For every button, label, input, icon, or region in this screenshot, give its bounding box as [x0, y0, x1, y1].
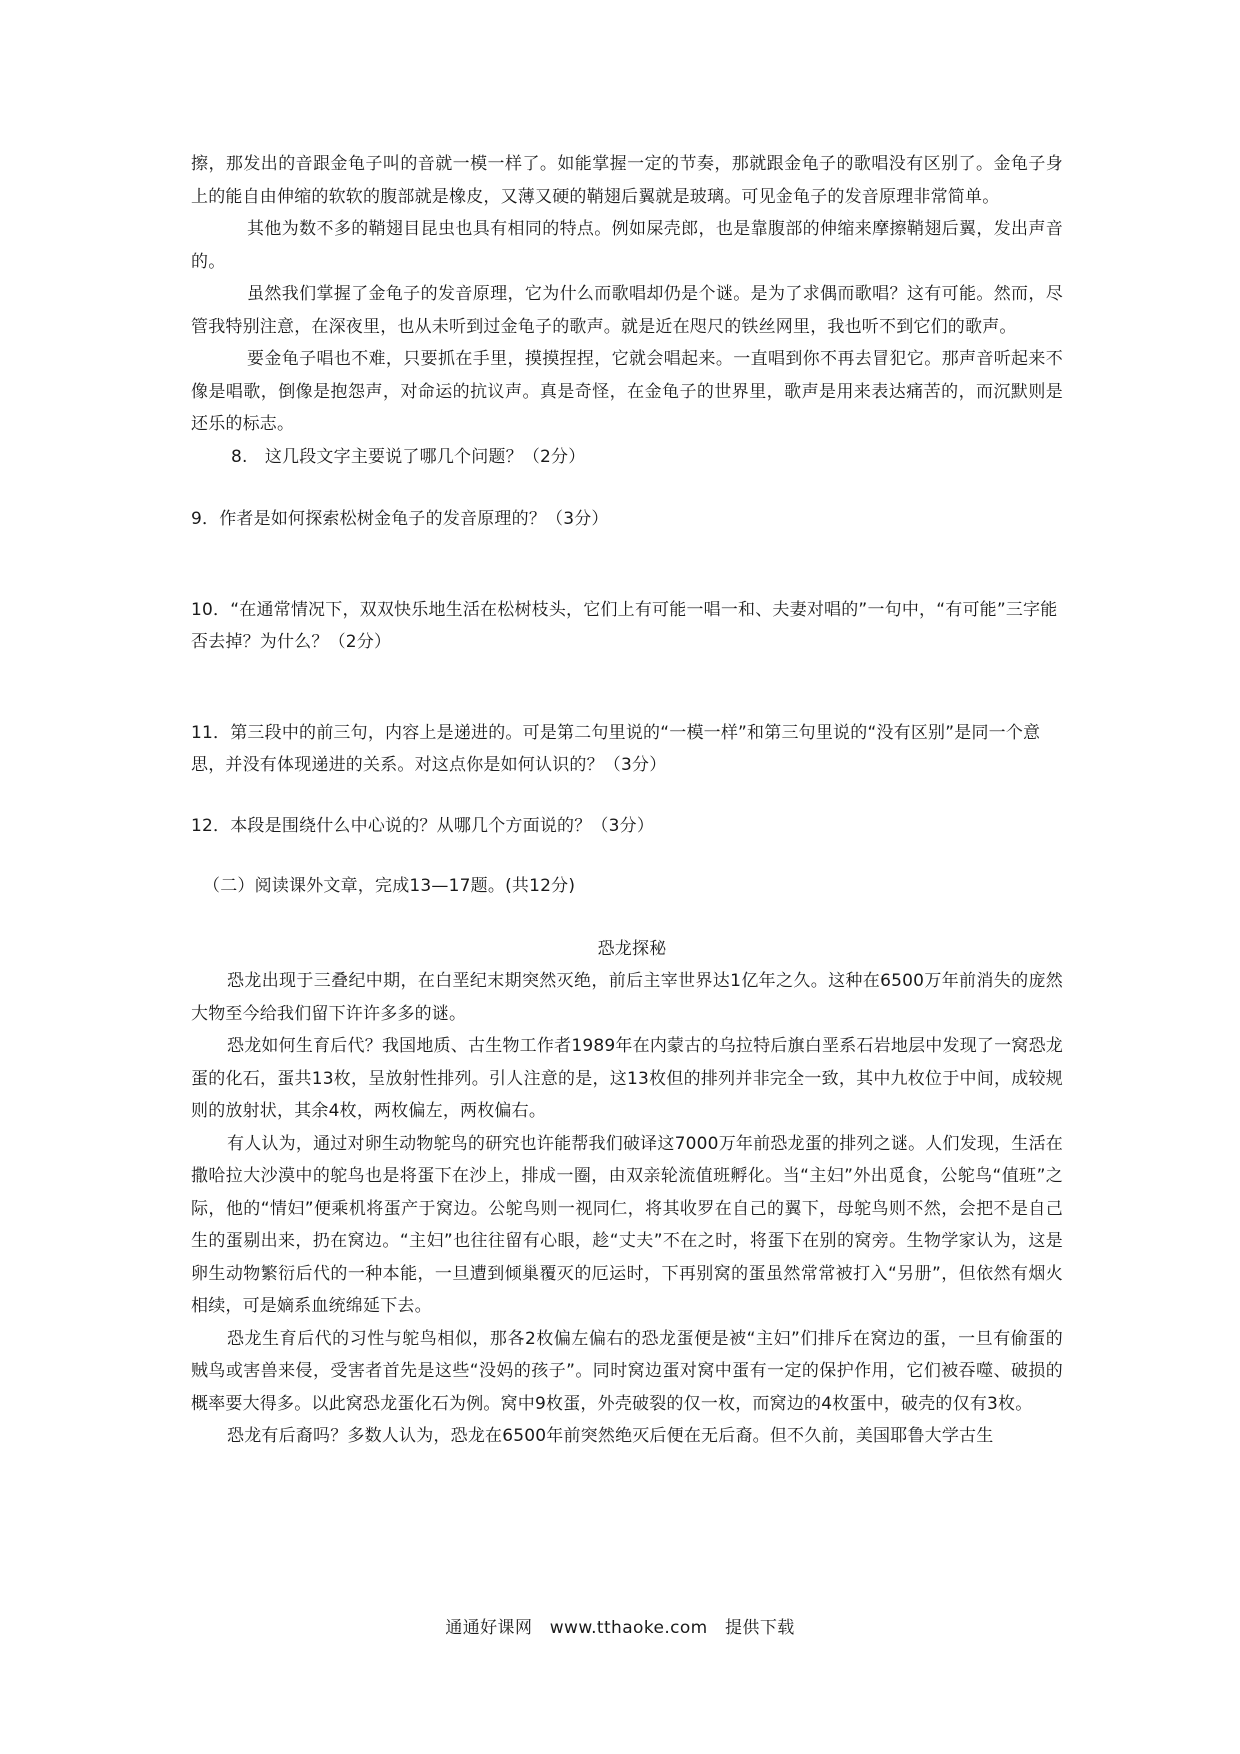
article-paragraph-3: 有人认为，通过对卵生动物鸵鸟的研究也许能帮我们破译这7000万年前恐龙蛋的排列之谜。人们发现，生活在撒哈拉大沙漠中的鸵鸟也是将蛋下在沙上，排成一圈，由双亲轮流值班孵化。当“主妇”外出觅食，公鸵鸟“值班”之际，他的“情妇”便乘机将蛋产于窝边。公鸵鸟则一视同仁，将其收罗在自己的翼下，母鸵鸟则不然，会把不是自己生的蛋剔出来，扔在窝边。“主妇”也往往留有心眼，趁“丈夫”不在之时，将蛋下在别的窝旁。生物学家认为，这是卵生动物繁衍后代的一种本能，一旦遭到倾巢覆灭的厄运时，下再别窝的蛋虽然常常被打入“另册”，但依然有烟火相续，可是嫡系血统绵延下去。: [191, 1133, 1063, 1316]
passage1-paragraph-4: 要金龟子唱也不难，只要抓在手里，摸摸捏捏，它就会唱起来。一直唱到你不再去冒犯它。那声音听起来不像是唱歌，倒像是抱怨声，对命运的抗议声。真是奇怪，在金龟子的世界里，歌声是用来表达痛苦的，而沉默则是还乐的标志。: [191, 349, 1063, 434]
passage1-paragraph-1: 擦，那发出的音跟金龟子叫的音就一模一样了。如能掌握一定的节奏，那就跟金龟子的歌唱没有区别了。金龟子身上的能自由伸缩的软软的腹部就是橡皮，又薄又硬的鞘翅后翼就是玻璃。可见金龟子的发音原理非常简单。: [191, 154, 1063, 207]
section-2-heading: （二）阅读课外文章，完成13—17题。(共12分): [203, 876, 576, 896]
document-body: [191, 148, 1063, 1453]
article-paragraph-4: 恐龙生育后代的习性与鸵鸟相似，那各2枚偏左偏右的恐龙蛋便是被“主妇”们排斥在窝边的蛋，一旦有偷蛋的贼鸟或害兽来侵，受害者首先是这些“没妈的孩子”。同时窝边蛋对窝中蛋有一定的保护作用，它们被吞噬、破损的概率要大得多。以此窝恐龙蛋化石为例。窝中9枚蛋，外壳破裂的仅一枚，而窝边的4枚蛋中，破壳的仅有3枚。: [191, 1328, 1063, 1414]
article-paragraph-5: 恐龙有后裔吗？多数人认为，恐龙在6500年前突然绝灭后便在无后裔。但不久前，美国耶鲁大学古生: [227, 1426, 994, 1446]
article-paragraph-1: 恐龙出现于三叠纪中期，在白垩纪末期突然灭绝，前后主宰世界达1亿年之久。这种在6500万年前消失的庞然大物至今给我们留下许许多多的谜。: [191, 971, 1063, 1024]
article-title: 恐龙探秘: [597, 938, 667, 959]
passage1-paragraph-3: 虽然我们掌握了金龟子的发音原理，它为什么而歌唱却仍是个谜。是为了求偶而歌唱？这有可能。然而，尽管我特别注意，在深夜里，也从未听到过金龟子的歌声。就是近在咫尺的铁丝网里，我也听不到它们的歌声。: [191, 284, 1063, 337]
page-footer: 通通好课网 www.tthaoke.com 提供下载: [445, 1618, 795, 1638]
question-11: 11．第三段中的前三句，内容上是递进的。可是第二句里说的“一模一样”和第三句里说的“没有区别”是同一个意思，并没有体现递进的关系。对这点你是如何认识的？（3分）: [191, 722, 1041, 775]
article-paragraph-2: 恐龙如何生育后代？我国地质、古生物工作者1989年在内蒙古的乌拉特后旗白垩系石岩地层中发现了一窝恐龙蛋的化石，蛋共13枚，呈放射性排列。引人注意的是，这13枚但的排列并非完全一致，其中九枚位于中间，成较规则的放射状，其余4枚，两枚偏左，两枚偏右。: [191, 1036, 1063, 1121]
question-10: 10．“在通常情况下，双双快乐地生活在松树枝头，它们上有可能一唱一和、夫妻对唱的”一句中，“有可能”三字能否去掉？为什么？（2分）: [191, 599, 1058, 652]
passage1-paragraph-2: 其他为数不多的鞘翅目昆虫也具有相同的特点。例如屎壳郎，也是靠腹部的伸缩来摩擦鞘翅后翼，发出声音的。: [191, 219, 1063, 272]
question-12: 12．本段是围绕什么中心说的？从哪几个方面说的？（3分）: [191, 815, 655, 836]
question-9: 9．作者是如何探索松树金龟子的发音原理的？（3分）: [191, 509, 609, 529]
question-8: 8. 这几段文字主要说了哪几个问题？（2分）: [231, 446, 586, 467]
